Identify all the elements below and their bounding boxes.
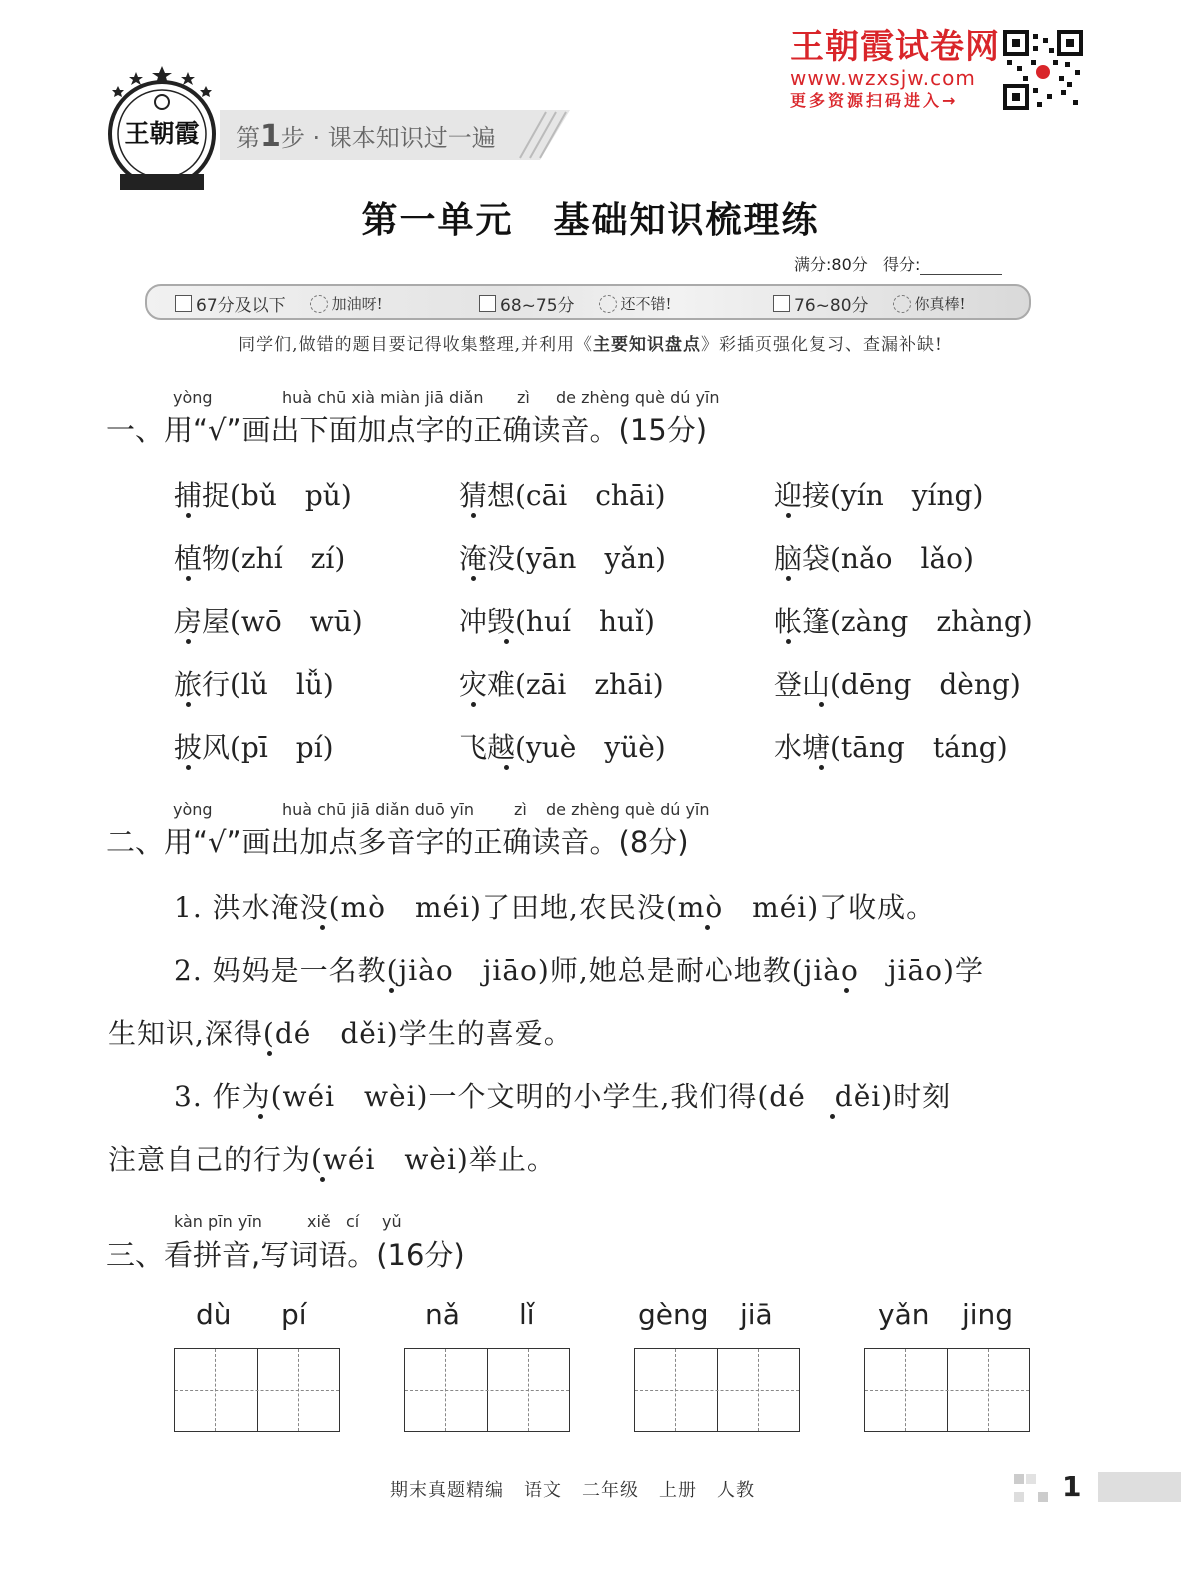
question-item[interactable]: 登山(dēng dèng) bbox=[774, 668, 1021, 701]
checkbox-icon[interactable] bbox=[479, 295, 496, 312]
writing-grid[interactable] bbox=[404, 1348, 570, 1432]
page-corner-bar bbox=[1098, 1472, 1181, 1502]
question-item[interactable]: 迎接(yín yíng) bbox=[774, 479, 984, 512]
smiley-icon bbox=[893, 295, 911, 313]
question-item[interactable]: 淹没(yān yǎn) bbox=[459, 542, 666, 575]
pinyin-annotation: huà chū jiā diǎn duō yīn bbox=[282, 800, 474, 819]
word-pinyin: lǐ bbox=[519, 1298, 535, 1331]
wangzhaoxia-badge-logo bbox=[106, 64, 218, 194]
grade-option-1[interactable]: 67分及以下 加油呀! bbox=[175, 291, 383, 316]
pinyin-annotation: yòng bbox=[173, 388, 213, 407]
pinyin-annotation: yòng bbox=[173, 800, 213, 819]
word-pinyin: gèng bbox=[638, 1298, 709, 1331]
brand-block bbox=[790, 28, 1002, 112]
page-title: 第一单元 基础知识梳理练 bbox=[361, 200, 820, 241]
word-pinyin: nǎ bbox=[425, 1298, 460, 1331]
writing-grid[interactable] bbox=[174, 1348, 340, 1432]
brand-name: 王朝霞试卷网 bbox=[790, 27, 1000, 67]
word-pinyin: pí bbox=[281, 1298, 307, 1331]
question-line[interactable]: 3. 作为(wéi wèi)一个文明的小学生,我们得(dé děi)时刻 bbox=[174, 1080, 952, 1113]
writing-grid[interactable] bbox=[634, 1348, 800, 1432]
question-line[interactable]: 2. 妈妈是一名教(jiào jiāo)师,她总是耐心地教(jiào jiāo)学 bbox=[174, 954, 984, 987]
word-pinyin: dù bbox=[196, 1298, 232, 1331]
question-line[interactable]: 1. 洪水淹没(mò méi)了田地,农民没(mò méi)了收成。 bbox=[174, 891, 936, 924]
checkbox-icon[interactable] bbox=[175, 295, 192, 312]
qr-code-icon[interactable] bbox=[1003, 30, 1083, 110]
pinyin-annotation: de zhèng què dú yīn bbox=[556, 388, 720, 407]
corner-pattern-icon bbox=[1014, 1474, 1050, 1504]
pinyin-annotation: kàn pīn yīn bbox=[174, 1212, 262, 1231]
pinyin-annotation: xiě bbox=[307, 1212, 331, 1231]
notice-text: 同学们,做错的题目要记得收集整理,并利用《主要知识盘点》彩插页强化复习、查漏补缺! bbox=[238, 335, 943, 355]
smiley-icon bbox=[599, 295, 617, 313]
score-blank[interactable] bbox=[920, 258, 1002, 275]
question-item[interactable]: 猜想(cāi chāi) bbox=[459, 479, 666, 512]
grade-option-2[interactable]: 68~75分 还不错! bbox=[479, 291, 672, 316]
svg-text:王朝霞: 王朝霞 bbox=[124, 119, 200, 148]
question-item[interactable]: 飞越(yuè yüè) bbox=[459, 731, 666, 764]
page-number: 1 bbox=[1062, 1470, 1082, 1503]
pinyin-annotation: yǔ bbox=[382, 1212, 402, 1231]
question-item[interactable]: 披风(pī pí) bbox=[174, 731, 334, 764]
question-item[interactable]: 植物(zhí zí) bbox=[174, 542, 346, 575]
question-item[interactable]: 房屋(wō wū) bbox=[174, 605, 363, 638]
checkbox-icon[interactable] bbox=[773, 295, 790, 312]
section-2-heading: 二、用“√”画出加点多音字的正确读音。(8分) bbox=[106, 825, 689, 859]
question-item[interactable]: 捕捉(bǔ pǔ) bbox=[174, 479, 352, 512]
question-item[interactable]: 灾难(zāi zhāi) bbox=[459, 668, 664, 701]
footer-book-info: 期末真题精编 语文 二年级 上册 人教 bbox=[390, 1480, 755, 1501]
pinyin-annotation: zì bbox=[514, 800, 527, 819]
question-item[interactable]: 冲毁(huí huǐ) bbox=[459, 605, 655, 638]
writing-grid[interactable] bbox=[864, 1348, 1030, 1432]
score-line: 满分:80分 得分: bbox=[794, 252, 1002, 275]
pinyin-annotation: de zhèng què dú yīn bbox=[546, 800, 710, 819]
pinyin-annotation: huà chū xià miàn jiā diǎn bbox=[282, 388, 484, 407]
grade-option-3[interactable]: 76~80分 你真棒! bbox=[773, 291, 966, 316]
word-pinyin: jing bbox=[962, 1298, 1014, 1331]
word-pinyin: yǎn bbox=[878, 1298, 930, 1331]
question-line[interactable]: 生知识,深得(dé děi)学生的喜爱。 bbox=[108, 1017, 573, 1050]
question-item[interactable]: 帐篷(zàng zhàng) bbox=[774, 605, 1033, 638]
question-item[interactable]: 旅行(lǔ lǚ) bbox=[174, 668, 334, 701]
question-item[interactable]: 脑袋(nǎo lǎo) bbox=[774, 542, 974, 575]
brand-url[interactable]: www.wzxsjw.com bbox=[790, 66, 976, 90]
question-item[interactable]: 水塘(tāng táng) bbox=[774, 731, 1008, 764]
pinyin-annotation: zì bbox=[517, 388, 530, 407]
section-1-heading: 一、用“√”画出下面加点字的正确读音。(15分) bbox=[106, 413, 708, 447]
grade-rating-bar bbox=[145, 284, 1031, 320]
brand-more[interactable]: 更多资源扫码进入→ bbox=[790, 91, 959, 110]
pinyin-annotation: cí bbox=[346, 1212, 360, 1231]
section-3-heading: 三、看拼音,写词语。(16分) bbox=[106, 1238, 465, 1272]
question-line[interactable]: 注意自己的行为(wéi wèi)举止。 bbox=[108, 1143, 556, 1176]
step-label: 第1步 · 课本知识过一遍 bbox=[236, 119, 496, 154]
word-pinyin: jiā bbox=[740, 1298, 773, 1331]
smiley-icon bbox=[310, 295, 328, 313]
